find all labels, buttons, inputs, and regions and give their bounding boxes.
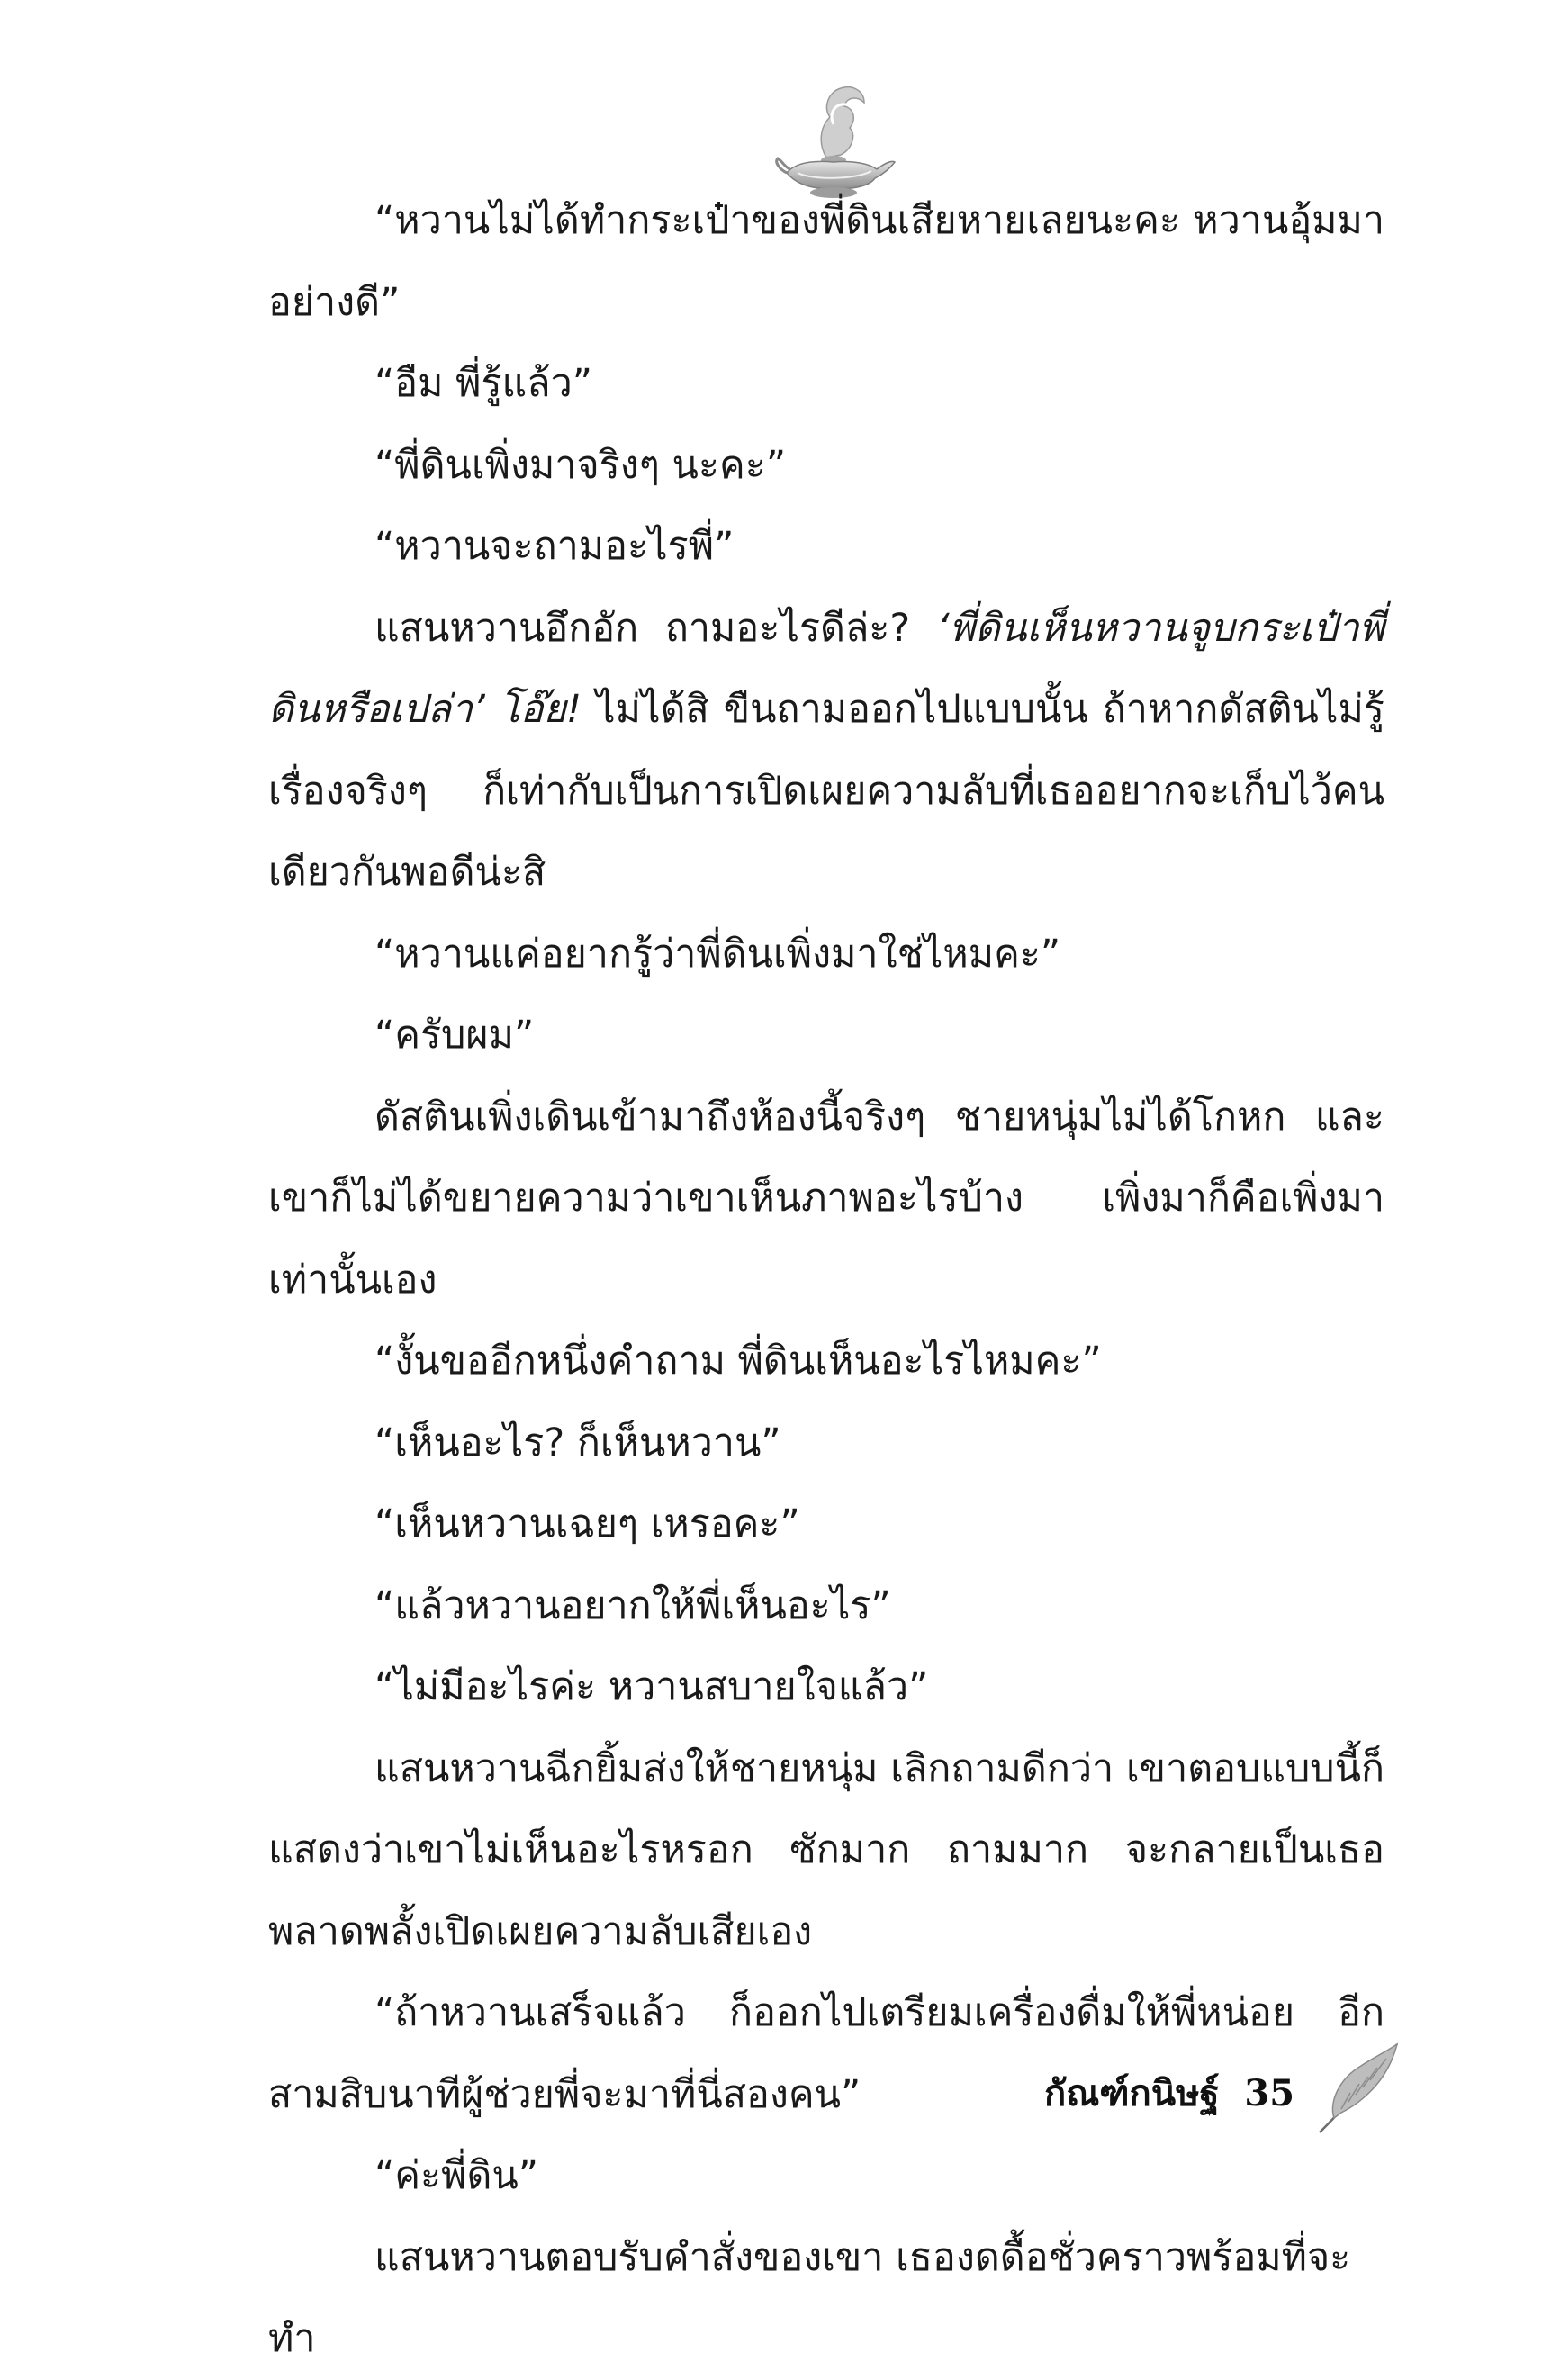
paragraph-16: “ค่ะพี่ดิน” xyxy=(374,2153,539,2198)
paragraph-5-italic: ‘พี่ดินเห็นหวานจูบกระเป๋าพี่ดินหรือเปล่า’ โอ๊ย! xyxy=(268,605,1384,732)
paragraph-7: “ครับผม” xyxy=(374,1013,535,1058)
paragraph-5-rest: ไม่ได้สิ ขืนถามออกไปแบบนั้น ถ้าหากดัสตินไม่รู้เรื่องจริงๆ ก็เท่ากับเป็นการเปิดเผยความลับที่เธออยากจะเก็บไว้คนเดียวกันพอดีน่ะสิ xyxy=(268,687,1384,895)
book-title: กัณฑ์กนิษฐ์ xyxy=(1044,2072,1220,2114)
paragraph-6: “หวานแค่อยากรู้ว่าพี่ดินเพิ่งมาใช่ไหมคะ” xyxy=(374,931,1061,977)
paragraph-11: “เห็นหวานเฉยๆ เหรอคะ” xyxy=(374,1501,800,1546)
paragraph-8: ดัสตินเพิ่งเดินเข้ามาถึงห้องนี้จริงๆ ชายหนุ่มไม่ได้โกหก และเขาก็ไม่ได้ขยายความว่าเขาเห็นภาพอะไรบ้าง เพิ่งมาก็คือเพิ่งมาเท่านั้นเอง xyxy=(268,1094,1384,1303)
paragraph-15: “ถ้าหวานเสร็จแล้ว ก็ออกไปเตรียมเครื่องดื่มให้พี่หน่อย อีกสามสิบนาทีผู้ช่วยพี่จะมาที่นี่สองคน” xyxy=(268,1990,1384,2117)
page-footer xyxy=(1044,2039,1404,2147)
footer-label xyxy=(1044,2064,1294,2122)
feather-quill-icon xyxy=(1314,2039,1404,2138)
paragraph-17: แสนหวานตอบรับคำสั่งของเขา เธองดดื้อชั่วคราวพร้อมที่จะทำ xyxy=(268,2234,1351,2361)
paragraph-3: “พี่ดินเพิ่งมาจริงๆ นะคะ” xyxy=(374,442,787,488)
paragraph-13: “ไม่มีอะไรค่ะ หวานสบายใจแล้ว” xyxy=(374,1664,929,1709)
paragraph-5-lead: แสนหวานอึกอัก ถามอะไรดีล่ะ? xyxy=(374,605,937,651)
paragraph-5 xyxy=(268,588,1384,914)
page-number: 35 xyxy=(1244,2072,1295,2114)
paragraph-2: “อืม พี่รู้แล้ว” xyxy=(374,361,593,406)
paragraph-10: “เห็นอะไร? ก็เห็นหวาน” xyxy=(374,1420,781,1465)
paragraph-14: แสนหวานฉีกยิ้มส่งให้ชายหนุ่ม เลิกถามดีกว่า เขาตอบแบบนี้ก็แสดงว่าเขาไม่เห็นอะไรหรอก ซักมาก ถามมาก จะกลายเป็นเธอพลาดพลั้งเปิดเผยความลับเสียเอง xyxy=(268,1745,1384,1954)
paragraph-9: “งั้นขออีกหนึ่งคำถาม พี่ดินเห็นอะไรไหมคะ” xyxy=(374,1339,1102,1384)
paragraph-4: “หวานจะถามอะไรพี่” xyxy=(374,524,735,569)
paragraph-12: “แล้วหวานอยากให้พี่เห็นอะไร” xyxy=(374,1582,891,1628)
paragraph-1: “หวานไม่ได้ทำกระเป๋าของพี่ดินเสียหายเลยนะคะ หวานอุ้มมาอย่างดี” xyxy=(268,198,1384,325)
